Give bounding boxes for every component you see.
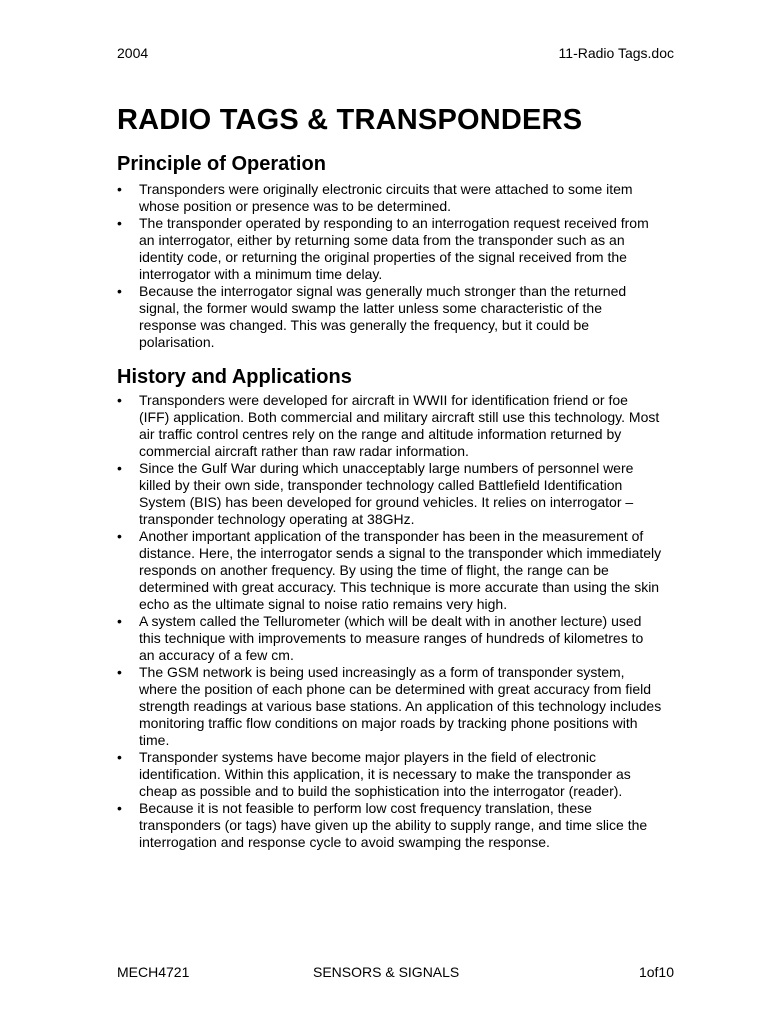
bullet-item: • A system called the Tellurometer (which will be dealt with in another lecture) used this technique with improvements to measure ranges of hundreds of kilometres to an accuracy of a few cm. bbox=[117, 613, 662, 664]
header-filename: 11-Radio Tags.doc bbox=[558, 45, 674, 61]
footer-course-code: MECH4721 bbox=[117, 964, 190, 980]
footer-page-number: 1of10 bbox=[638, 964, 674, 980]
bullet-item: • The transponder operated by responding to an interrogation request received from an interrogator, either by returning some data from the transponder such as an identity code, or returning the original properties of the signal received from the interrogator with a minimum time delay. bbox=[117, 215, 662, 283]
bullet-item: • Since the Gulf War during which unacceptably large numbers of personnel were killed by their own side, transponder technology called Battlefield Identification System (BIS) has been developed for ground vehicles. It relies on interrogator – transponder technology operating at 38GHz. bbox=[117, 460, 662, 528]
section-heading-history-and-applications: History and Applications bbox=[117, 366, 352, 388]
bullet-item: • Because it is not feasible to perform low cost frequency translation, these transponders (or tags) have given up the ability to supply range, and time slice the interrogation and response cycle to avoid swamping the response. bbox=[117, 800, 662, 851]
document-title: RADIO TAGS & TRANSPONDERS bbox=[117, 104, 583, 136]
bullet-list-history-and-applications bbox=[117, 392, 662, 851]
bullet-item: • Another important application of the transponder has been in the measurement of distance. Here, the interrogator sends a signal to the transponder which immediately responds on another frequency. By using the time of flight, the range can be determined with great accuracy. This technique is more accurate than using the skin echo as the ultimate signal to noise ratio remains very high. bbox=[117, 528, 662, 613]
section-heading-principle-of-operation: Principle of Operation bbox=[117, 153, 326, 175]
bullet-item: • Transponders were originally electronic circuits that were attached to some item whose position or presence was to be determined. bbox=[117, 181, 662, 215]
page-header bbox=[117, 43, 674, 63]
bullet-item: • Because the interrogator signal was generally much stronger than the returned signal, the former would swamp the latter unless some characteristic of the response was changed. This was generally the frequency, but it could be polarisation. bbox=[117, 283, 662, 351]
bullet-item: • Transponder systems have become major players in the field of electronic identification. Within this application, it is necessary to make the transponder as cheap as possible and to build the sophistication into the interrogator (reader). bbox=[117, 749, 662, 800]
header-year: 2004 bbox=[117, 45, 149, 61]
bullet-item: • Transponders were developed for aircraft in WWII for identification friend or foe (IFF) application. Both commercial and military aircraft still use this technology. Most air traffic control centres rely on the range and altitude information returned by commercial aircraft rather than raw radar information. bbox=[117, 392, 662, 460]
page-footer bbox=[117, 962, 674, 982]
bullet-item: • The GSM network is being used increasingly as a form of transponder system, where the position of each phone can be determined with great accuracy from field strength readings at various base stations. An application of this technology includes monitoring traffic flow conditions on major roads by tracking phone positions with time. bbox=[117, 664, 662, 749]
bullet-list-principle-of-operation bbox=[117, 181, 662, 351]
footer-course-name: SENSORS & SIGNALS bbox=[313, 964, 460, 980]
